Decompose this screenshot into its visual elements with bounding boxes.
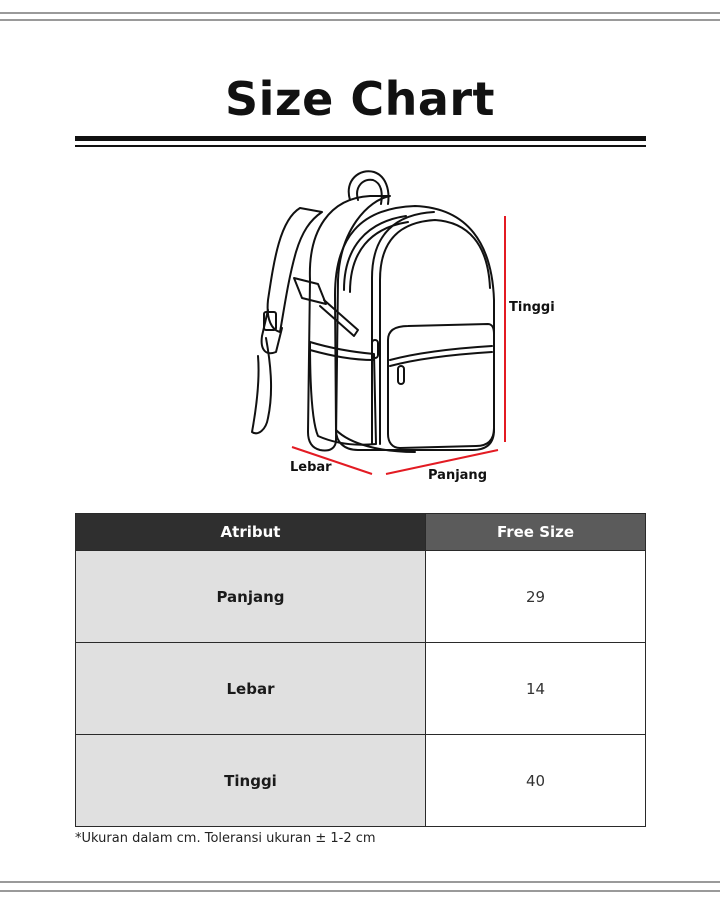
row-value: 40 [426, 735, 646, 827]
title-rule-thin [75, 145, 646, 147]
width-label: Lebar [290, 460, 332, 475]
table-header-row [76, 514, 646, 551]
top-border-line-inner [0, 19, 720, 21]
height-label: Tinggi [509, 300, 555, 315]
backpack-illustration [240, 160, 570, 490]
row-value: 29 [426, 551, 646, 643]
header-attribute: Atribut [76, 514, 426, 551]
row-attribute: Tinggi [76, 735, 426, 827]
header-free-size: Free Size [426, 514, 646, 551]
row-attribute: Panjang [76, 551, 426, 643]
footnote: *Ukuran dalam cm. Toleransi ukuran ± 1-2 cm [75, 831, 376, 846]
page-title: Size Chart [224, 72, 496, 126]
backpack-front-pocket [388, 324, 494, 448]
bottom-border-line-inner [0, 881, 720, 883]
top-border-line-outer [0, 12, 720, 14]
backpack-body [335, 206, 494, 450]
title-rule-thick [75, 136, 646, 141]
bottom-border-line-outer [0, 890, 720, 892]
table-row [76, 735, 646, 827]
table-row [76, 643, 646, 735]
table-row [76, 551, 646, 643]
length-label: Panjang [428, 468, 487, 483]
size-table [75, 513, 646, 827]
row-value: 14 [426, 643, 646, 735]
row-attribute: Lebar [76, 643, 426, 735]
